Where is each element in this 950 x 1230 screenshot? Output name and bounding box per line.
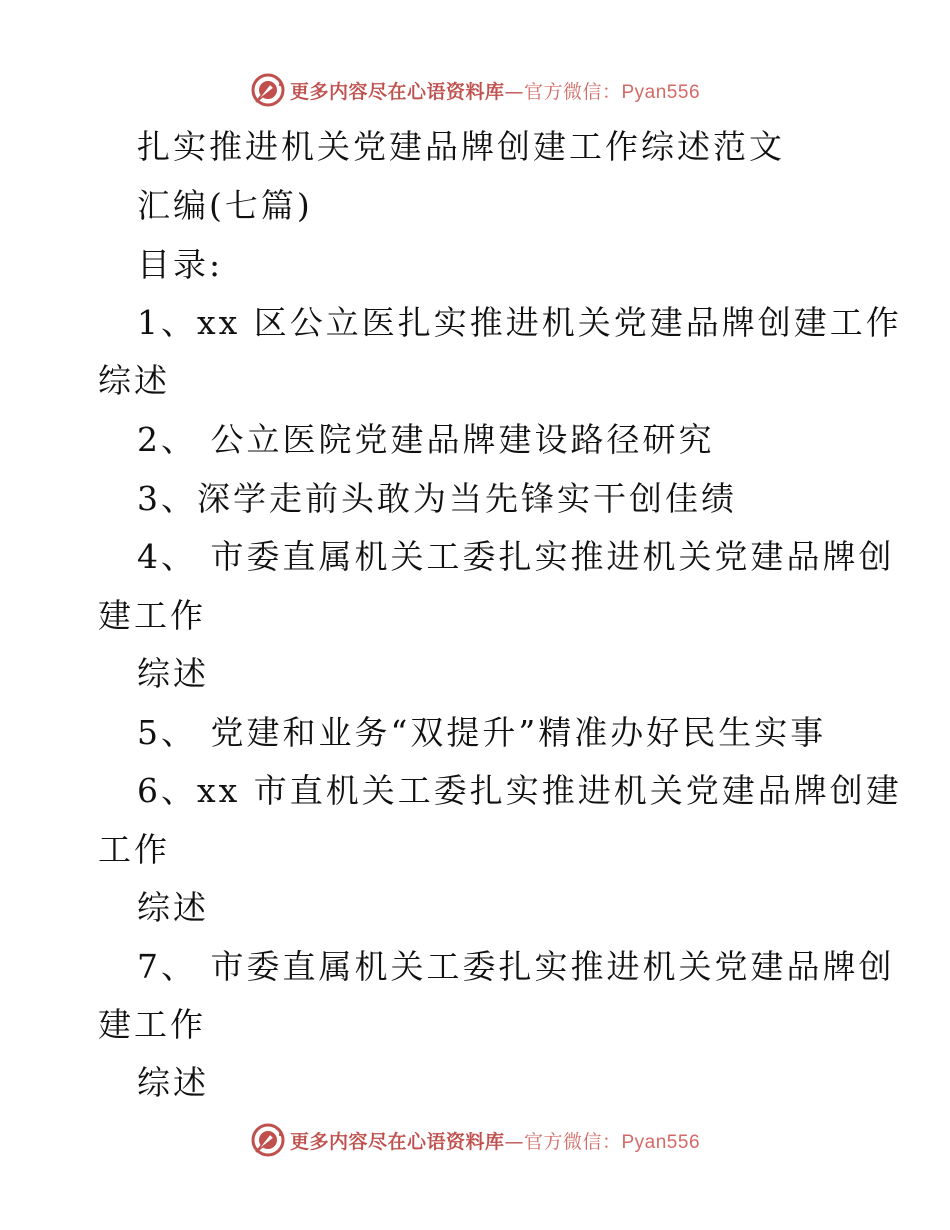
banner-main-text: 更多内容尽在心语资料库	[289, 1130, 505, 1153]
banner-dash: —	[504, 1130, 524, 1153]
toc-item-4-line2: 建工作	[98, 596, 206, 635]
pen-logo-icon	[250, 1122, 286, 1158]
document-title-line1: 扎实推进机关党建品牌创建工作综述范文	[137, 127, 785, 166]
banner-wechat-label: 官方微信：	[523, 1130, 622, 1153]
footer-banner	[0, 1120, 950, 1160]
toc-item-4-line1: 4、 市委直属机关工委扎实推进机关党建品牌创	[137, 537, 895, 576]
header-banner-text	[290, 77, 700, 104]
footer-banner-text	[290, 1127, 700, 1154]
toc-item-6-line1: 6、xx 市直机关工委扎实推进机关党建品牌创建	[137, 771, 902, 810]
toc-item-1-line2: 综述	[98, 361, 170, 400]
toc-item-6-line2: 工作	[98, 830, 170, 869]
toc-label: 目录:	[137, 245, 224, 284]
document-title-line2: 汇编(七篇)	[137, 186, 313, 225]
banner-wechat-id: Pyan556	[621, 1131, 701, 1153]
banner-dash: —	[504, 80, 524, 103]
banner-main-text: 更多内容尽在心语资料库	[289, 80, 505, 103]
pen-logo-icon	[250, 72, 286, 108]
toc-item-7-line1: 7、 市委直属机关工委扎实推进机关党建品牌创	[137, 947, 895, 986]
toc-item-1-line1: 1、xx 区公立医扎实推进机关党建品牌创建工作	[137, 303, 902, 342]
toc-item-3: 3、深学走前头敢为当先锋实干创佳绩	[137, 479, 737, 518]
toc-item-2: 2、 公立医院党建品牌建设路径研究	[137, 420, 715, 459]
banner-wechat-label: 官方微信：	[523, 80, 622, 103]
toc-item-6-line3: 综述	[137, 888, 209, 927]
header-banner	[0, 70, 950, 110]
toc-item-5: 5、 党建和业务“双提升”精准办好民生实事	[137, 713, 827, 752]
toc-item-7-line2: 建工作	[98, 1005, 206, 1044]
banner-wechat-id: Pyan556	[621, 81, 701, 103]
toc-item-4-line3: 综述	[137, 654, 209, 693]
toc-item-7-line3: 综述	[137, 1063, 209, 1102]
